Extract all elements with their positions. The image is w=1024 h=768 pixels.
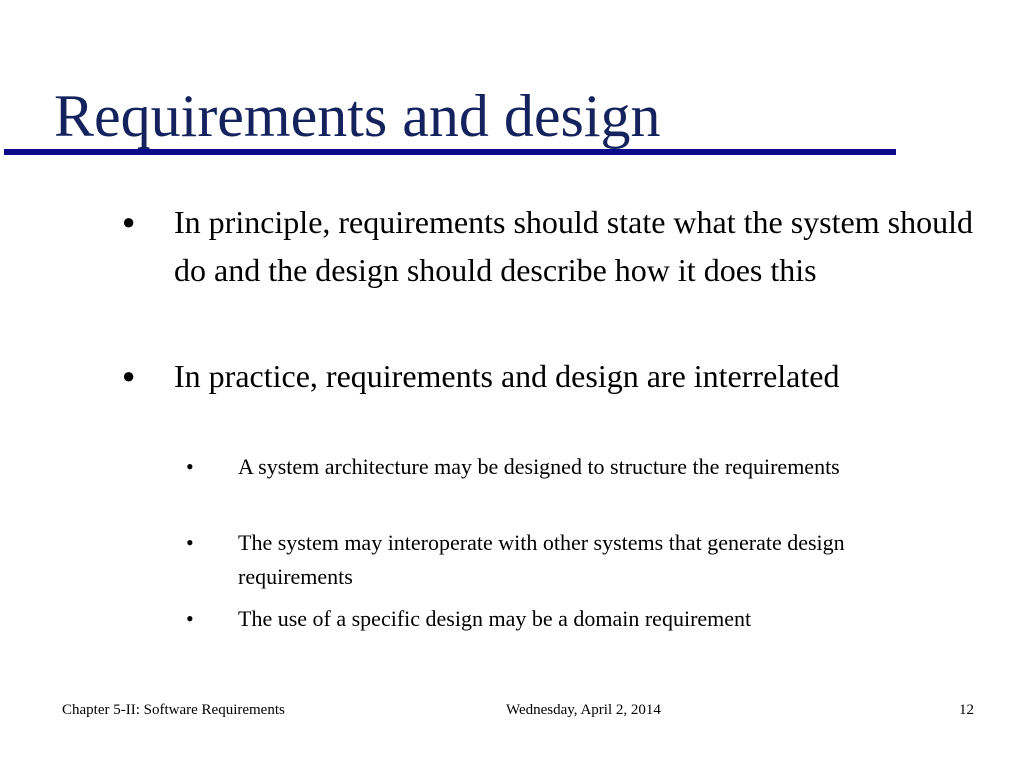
bullet-text: In principle, requirements should state what the system should do and the design should describe how it does this [174,204,973,288]
slide-title: Requirements and design [54,83,661,149]
sub-bullet-dot-icon: • [186,530,194,555]
sub-bullet-text: The use of a specific design may be a domain requirement [238,606,752,631]
footer-page-number: 12 [959,702,974,718]
footer-chapter: Chapter 5-II: Software Requirements [62,702,285,718]
sub-bullet-text: A system architecture may be designed to structure the requirements [238,454,840,479]
title-underline [4,149,896,155]
bullet-dot-icon: ● [122,209,136,234]
bullet-text: In practice, requirements and design are interrelated [174,358,840,394]
sub-bullet-dot-icon: • [186,454,194,479]
bullet-dot-icon: ● [122,363,136,388]
sub-bullet-text: The system may interoperate with other systems that generate design requirements [238,530,845,589]
footer-date: Wednesday, April 2, 2014 [506,702,661,718]
sub-bullet-dot-icon: • [186,606,194,631]
